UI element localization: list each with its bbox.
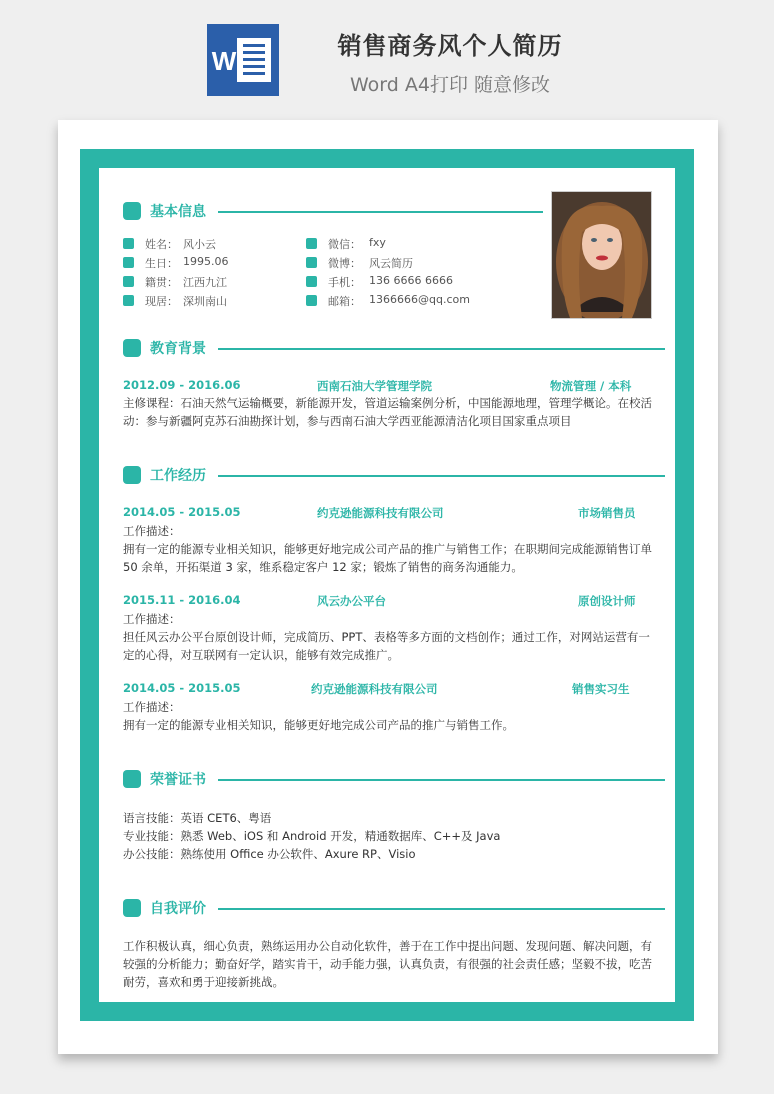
section-honors (123, 769, 665, 789)
work-period: 2014.05 - 2015.05 (123, 681, 241, 695)
leaf-icon (123, 899, 141, 917)
work-role: 原创设计师 (578, 594, 636, 608)
profile-photo (551, 191, 652, 319)
section-divider (218, 475, 665, 477)
section-divider (218, 779, 665, 781)
section-title: 荣誉证书 (150, 772, 206, 788)
gear-icon (123, 770, 141, 788)
graduation-cap-icon (123, 202, 141, 220)
section-self-eval (123, 898, 665, 918)
section-title: 自我评价 (150, 901, 206, 917)
section-divider (218, 908, 665, 910)
section-divider (218, 348, 665, 350)
work-desc-label: 工作描述： (123, 612, 181, 626)
self-eval-text: 耐劳，喜欢和勇于迎接新挑战。 (123, 975, 284, 989)
honor-item: 办公技能：熟练使用 Office 办公软件、Axure RP、Visio (123, 847, 416, 861)
word-logo-icon (207, 24, 279, 96)
work-desc-label: 工作描述： (123, 700, 181, 714)
work-company: 约克逊能源科技有限公司 (317, 506, 444, 520)
education-text: 动：参与新疆阿克苏石油勘探计划，参与西南石油大学西亚能源清洁化项目国家重点项目 (123, 414, 572, 428)
wechat-icon (306, 238, 317, 249)
mail-icon (306, 295, 317, 306)
briefcase-icon (123, 466, 141, 484)
education-major: 物流管理 / 本科 (550, 379, 632, 393)
graduation-cap-icon (123, 339, 141, 357)
home-icon (123, 276, 134, 287)
location-icon (123, 295, 134, 306)
section-title: 工作经历 (150, 468, 206, 484)
phone-icon (306, 276, 317, 287)
work-desc: 定的心得，对互联网有一定认识，能够有效完成推广。 (123, 648, 399, 662)
word-logo-letter: W (211, 46, 237, 76)
work-role: 销售实习生 (572, 682, 630, 696)
work-desc: 拥有一定的能源专业相关知识，能够更好地完成公司产品的推广与销售工作；在职期间完成能源销售订单 (123, 542, 652, 556)
work-desc: 担任风云办公平台原创设计师，完成简历、PPT、表格等多方面的文档创作；通过工作，对网站运营有一 (123, 630, 650, 644)
work-desc-label: 工作描述： (123, 524, 181, 538)
work-desc: 拥有一定的能源专业相关知识，能够更好地完成公司产品的推广与销售工作。 (123, 718, 514, 732)
section-title: 基本信息 (150, 204, 206, 220)
section-divider (218, 211, 543, 213)
user-icon (123, 238, 134, 249)
work-period: 2015.11 - 2016.04 (123, 593, 241, 607)
work-role: 市场销售员 (578, 506, 636, 520)
education-text: 主修课程：石油天然气运输概要，新能源开发，管道运输案例分析，中国能源地理，管理学概论。在校活 (123, 396, 652, 410)
weibo-icon (306, 257, 317, 268)
education-period: 2012.09 - 2016.06 (123, 378, 241, 392)
section-title: 教育背景 (150, 341, 206, 357)
honor-item: 专业技能：熟悉 Web、iOS 和 Android 开发，精通数据库、C++及 Java (123, 829, 501, 843)
work-period: 2014.05 - 2015.05 (123, 505, 241, 519)
self-eval-text: 较强的分析能力；勤奋好学，踏实肯干，动手能力强，认真负责，有很强的社会责任感；坚毅不拔，吃苦 (123, 957, 652, 971)
education-school: 西南石油大学管理学院 (317, 379, 432, 393)
section-work (123, 465, 665, 485)
work-desc: 50 余单，开拓渠道 3 家，维系稳定客户 12 家；锻炼了销售的商务沟通能力。 (123, 560, 523, 574)
section-education (123, 338, 665, 358)
page-title: 销售商务风个人简历 (337, 32, 563, 60)
work-company: 约克逊能源科技有限公司 (311, 682, 438, 696)
page-subtitle: Word A4打印 随意修改 (349, 74, 550, 96)
calendar-icon (123, 257, 134, 268)
self-eval-text: 工作积极认真，细心负责，熟练运用办公自动化软件，善于在工作中提出问题、发现问题、解决问题，有 (123, 939, 652, 953)
honor-item: 语言技能：英语 CET6、粤语 (123, 811, 272, 825)
section-basic-info (123, 201, 543, 221)
work-company: 风云办公平台 (317, 594, 386, 608)
